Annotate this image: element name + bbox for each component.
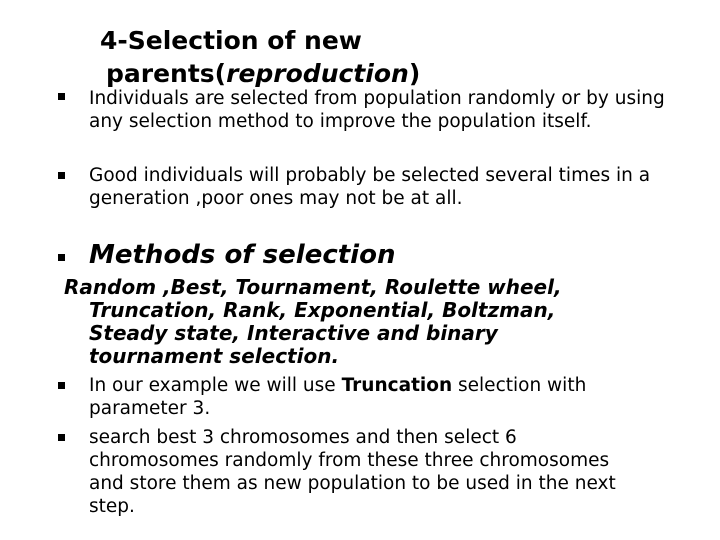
title-line-1: 4-Selection of new bbox=[100, 26, 362, 55]
methods-line-3: Steady state, Interactive and binary bbox=[89, 321, 498, 345]
methods-line-2: Truncation, Rank, Exponential, Boltzman, bbox=[89, 298, 556, 322]
example-bold: Truncation bbox=[341, 375, 453, 396]
bullet-marker bbox=[58, 432, 68, 442]
title-line-2-prefix: parents( bbox=[106, 59, 227, 88]
example-prefix: In our example we will use bbox=[89, 375, 342, 396]
bullet-marker bbox=[58, 170, 68, 180]
methods-line-4: tournament selection. bbox=[89, 344, 340, 368]
bullet-marker bbox=[58, 91, 68, 101]
methods-heading: Methods of selection bbox=[89, 240, 396, 270]
title-line-2-suffix: ) bbox=[408, 59, 421, 88]
title-line-2 bbox=[100, 57, 520, 90]
bullet-text-4: search best 3 chromosomes and then select 6 chromosomes randomly from these three chromosomes and store them as new population to be used in the next step. bbox=[89, 427, 616, 517]
methods-list bbox=[64, 276, 684, 368]
methods-line-1: Random ,Best, Tournament, Roulette wheel, bbox=[64, 275, 562, 299]
bullet-text-1: Individuals are selected from population randomly or by using any selection method to improve the population itself. bbox=[89, 88, 665, 132]
title-line-2-italic: reproduction bbox=[226, 59, 409, 88]
bullet-text-2: Good individuals will probably be selected several times in a generation ,poor ones may not be at all. bbox=[89, 165, 651, 209]
bullet-text-3 bbox=[89, 374, 649, 420]
example-suffix: selection with parameter 3. bbox=[89, 375, 587, 419]
slide-title bbox=[100, 24, 520, 90]
bullet-marker bbox=[58, 380, 68, 390]
bullet-marker bbox=[58, 252, 68, 262]
